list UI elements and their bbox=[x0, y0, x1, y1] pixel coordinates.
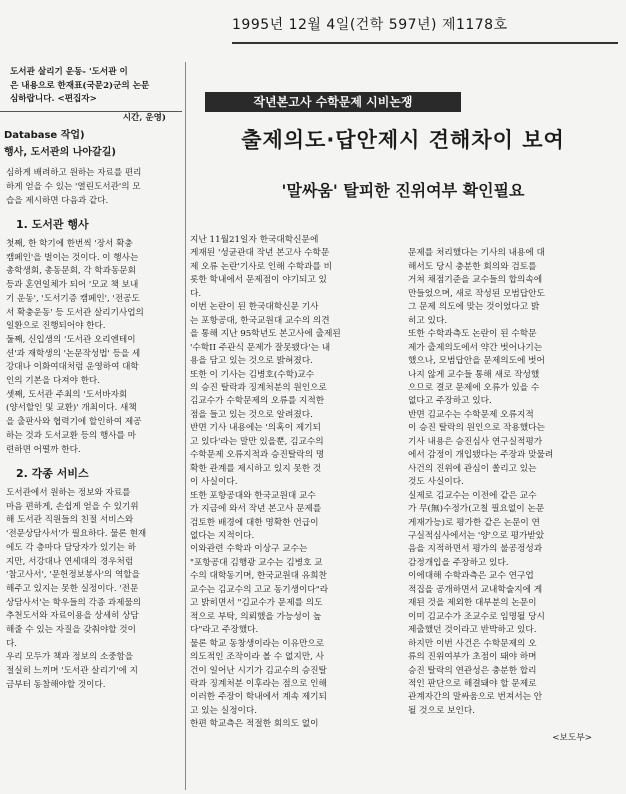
section-body-services: 도서관에서 원하는 정보와 자료를 마음 편하게, 손쉽게 얻을 수 있기위 해 도서관 직원들의 친절 서비스와 '전문상담사서'가 필요하다. 물론 현재 에도 각 층마다 담당자가 있기는 하 지만, 서강대나 연세대의 경우처럼 '참고사서', '문헌정보봉사'의 역할을 해주고 있지는 못한 실정이다. '전문 상담사서'는 학우들의 각종 과제물의 추천도서와 자료이용을 상세히 상담 해줄 수 있는 자질을 갖춰야할 것이 다. 우리 모두가 책과 정보의 소중함을 절실히 느끼며 '도서관 살리기'에 지 금부터 동참해야할 것이다. bbox=[6, 487, 147, 690]
editor-note-line: 심하랍니다. <편집자> bbox=[10, 94, 97, 105]
series-subhead: Database 작업) bbox=[4, 129, 85, 141]
section-body-events: 첫째, 한 학기에 한번씩 '장서 확충 캠페인'을 벌이는 것이다. 이 행사는 총학생회, 총동문회, 각 학과동문회 등과 혼연일체가 되어 '모교 책 보내 기 운동', '도서기증 캠페인', '전공도 서 확충운동' 등 도서관 살리기사업의 일환으로 진행되어야 한다. 둘째, 신입생의 '도서관 오리엔테이 션'과 재학생의 '논문작성법' 등을 세 강대나 이화여대처럼 운영하여 대학 인의 기본을 다져야 한다. 셋째, 도서관 주최의 '도서바자회 (양서할인 및 교환)' 개최이다. 새책 을 출판사와 협력기에 할인하여 제공 하는 것과 도서교환 등의 행사를 마 련하면 어떨까 한다. bbox=[6, 239, 144, 455]
dateline: 1995년 12월 4일(건학 597년) 제1178호 bbox=[232, 17, 508, 33]
article-headline: 출제의도·답안제시 견해차이 보여 bbox=[241, 128, 565, 152]
article-column-2 bbox=[408, 234, 604, 759]
left-column bbox=[0, 62, 182, 693]
column-divider bbox=[185, 62, 186, 790]
article-column-1: 지난 11월21일자 한국대학신문에 게재된 '성균관대 작년 본고사 수학문 제 오류 논란'기사로 인해 수학과를 비 롯한 학내에서 문제점이 야기되고 있 다. 이번 논란이 된 한국대학신문 기사 는 포항공대, 한국교원대 교수의 의견 을 통해 지난 95학년도 본고사에 출제된 '수학II 주관식 문제가 잘못됐다'는 내 용을 담고 있는 것으로 밝혀졌다. 또한 이 기사는 김병호(수학)교수 의 승진 탈락과 징계처분의 원인으로 김교수가 수학문제의 오류를 지적한 점을 들고 있는 것으로 알려졌다. 반면 기사 내용에는 '의혹이 제기되 고 있다'라는 말만 있을뿐, 김교수의 수학문제 오류지적과 승진탈락의 명 확한 관계를 제시하고 있지 못한 것 이 사실이다. 또한 포항공대와 한국교원대 교수 가 지금에 와서 작년 본고사 문제를 검토한 배경에 대한 명확한 언급이 없다는 지적이다. 이와관련 수학과 이상구 교수는 "포항공대 김행광 교수는 김병호 교 수의 대학동기며, 한국교원대 유희찬 교수는 김교수의 고교 동기생이다"라 고 밝히면서 "김교수가 문제를 의도 적으로 부탁, 의뢰했을 가능성이 높 다"라고 주장했다. 물론 학교 동창생이라는 이유만으로 의도적인 조작이라 볼 수 없지만, 사 건이 일어난 시기가 김교수의 승진탈 락과 징계처분 이후라는 점으로 인해 이러한 주장이 학내에서 계속 제기되 고 있는 실정이다. 한편 학교측은 적절한 회의도 없이 bbox=[190, 235, 341, 730]
editor-note-box bbox=[0, 62, 182, 112]
intro-paragraph: 심하게 배려하고 원하는 자료를 편리 하게 얻을 수 있는 '열린도서관'의 모 습을 제시하면 다음과 같다. bbox=[6, 168, 142, 206]
article-subheadline: '말싸움' 탈피한 진위여부 확인필요 bbox=[281, 181, 525, 200]
byline: <보도부> bbox=[552, 732, 592, 743]
credit-line: 시간, 운영) bbox=[122, 113, 166, 124]
header-rule bbox=[232, 42, 618, 44]
section-title-services: 2. 각종 서비스 bbox=[16, 467, 89, 481]
article-column-2-text: 문제를 처리했다는 기사의 내용에 대 해서도 당시 충분한 회의와 검토를 거쳐 채점기준을 교수들의 합의속에 만들었으며, 새로 작성된 모범답안도 그 문제 의도에 맞는 것이었다고 밝 히고 있다. 또한 수학과측도 논란이 된 수학문 제가 출제의도에서 약간 벗어나기는 했으나, 모범답안을 문제의도에 벗어 나지 않게 교수들 통해 새로 작성했 으므로 결코 문제에 오류가 있을 수 없다고 주장하고 있다. 반면 김교수는 수학문제 오류지적 이 승진 탈락의 원인으로 작용했다는 기사 내용은 승진심사 연구실적평가 에서 감정이 개입됐다는 주장과 맞물려 사건의 진위에 관심이 쏠리고 있는 것도 사실이다. 실제로 김교수는 이전에 같은 교수 가 무(無)수정가(고칠 필요없이 논문 게재가능)로 평가한 같은 논문이 연 구실적심사에서는 '양'으로 평가받았 음을 지적하면서 평가의 불공정성과 감정개입을 주장하고 있다. 이에대해 수학과측은 교수 연구업 적집을 공개하면서 교내학술지에 게 재된 것을 제외한 대부분의 논문이 이미 김교수가 조교수로 임명될 당시 제출했던 것이라고 반박하고 있다. 하지만 이번 사건은 수학문제의 오 류의 진위여부가 초점이 돼야 하며 승진 탈락의 연관성은 충분한 합리 적인 판단으로 해결돼야 할 문제로 관계자간의 말싸움으로 번져서는 안 될 것으로 보인다. bbox=[408, 248, 554, 716]
editor-note-line: 도서관 살리기 운동- '도서관 이 bbox=[10, 67, 128, 77]
editor-note-line: 은 내용으로 한재표(국문2)군의 논문 bbox=[10, 80, 150, 91]
series-subhead: 행사, 도서관의 나아갈길) bbox=[4, 146, 116, 158]
kicker-banner: 작년본고사 수학문제 시비논쟁 bbox=[205, 92, 461, 112]
section-title-events: 1. 도서관 행사 bbox=[16, 218, 89, 232]
